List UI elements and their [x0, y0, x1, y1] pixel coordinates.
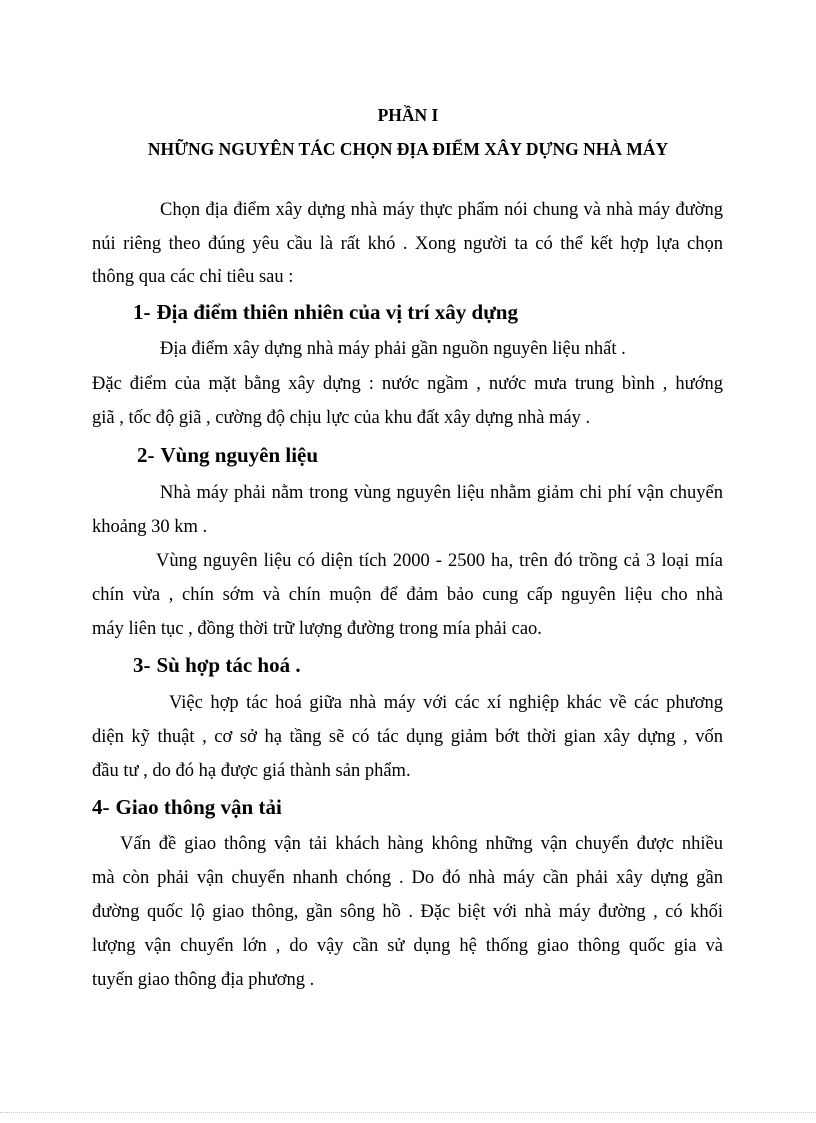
- section-1-line-3: giã , tốc độ giã , cường độ chịu lực của khu đất xây dựng nhà máy .: [92, 408, 591, 428]
- intro-line-3: thông qua các chỉ tiêu sau :: [92, 267, 294, 287]
- section-1-line-2: Đặc điểm của mặt bằng xây dựng : nước ngầm , nước mưa trung bình , hướng: [92, 374, 723, 394]
- section-heading-text: Vùng nguyên liệu: [160, 443, 319, 467]
- section-number: 3-: [133, 653, 151, 677]
- section-2-line-1: Nhà máy phải nằm trong vùng nguyên liệu nhằm giảm chi phí vận chuyển: [160, 483, 723, 503]
- section-heading-1: [133, 301, 518, 323]
- section-2-line-2: khoảng 30 km .: [92, 517, 208, 537]
- page-title: NHỮNG NGUYÊN TÁC CHỌN ĐỊA ĐIỂM XÂY DỰNG NHÀ MÁY: [147, 139, 669, 159]
- section-number: 2-: [137, 443, 155, 467]
- section-heading-text: Địa điểm thiên nhiên của vị trí xây dựng: [156, 300, 518, 324]
- section-heading-text: Giao thông vận tải: [115, 795, 282, 819]
- intro-line-2: núi riêng theo đúng yêu cầu là rất khó . Xong người ta có thể kết hợp lựa chọn: [92, 234, 723, 254]
- section-heading-4: [92, 796, 282, 818]
- section-heading-2: [137, 444, 318, 466]
- section-heading-text: Sù hợp tác hoá .: [156, 653, 301, 677]
- section-3-line-1: Việc hợp tác hoá giữa nhà máy với các xí nghiệp khác về các phương: [169, 693, 723, 713]
- section-2-line-4: chín vừa , chín sớm và chín muộn để đảm bảo cung cấp nguyên liệu cho nhà: [92, 585, 723, 605]
- section-4-line-1: Vấn đề giao thông vận tải khách hàng không những vận chuyển được nhiều: [120, 834, 723, 854]
- section-2-line-5: máy liên tục , đồng thời trữ lượng đường trong mía phải cao.: [92, 619, 542, 639]
- section-3-line-2: diện kỹ thuật , cơ sở hạ tầng sẽ có tác dụng giảm bớt thời gian xây dựng , vốn: [92, 727, 723, 747]
- section-2-line-3: Vùng nguyên liệu có diện tích 2000 - 2500 ha, trên đó trồng cả 3 loại mía: [156, 551, 723, 571]
- section-3-line-3: đầu tư , do đó hạ được giá thành sản phẩm.: [92, 761, 411, 781]
- section-number: 4-: [92, 795, 110, 819]
- section-4-line-4: lượng vận chuyển lớn , do vậy cần sử dụng hệ thống giao thông quốc gia và: [92, 936, 723, 956]
- page-bottom-divider: [0, 1112, 816, 1113]
- section-4-line-3: đường quốc lộ giao thông, gần sông hồ . Đặc biệt với nhà máy đường , có khối: [92, 902, 723, 922]
- section-4-line-5: tuyến giao thông địa phương .: [92, 970, 315, 990]
- intro-line-1: Chọn địa điểm xây dựng nhà máy thực phẩm nói chung và nhà máy đường: [160, 200, 723, 220]
- section-number: 1-: [133, 300, 151, 324]
- part-label: PHẦN I: [377, 105, 439, 125]
- section-4-line-2: mà còn phải vận chuyển nhanh chóng . Do đó nhà máy cần phải xây dựng gần: [92, 868, 723, 888]
- section-1-line-1: Địa điểm xây dựng nhà máy phải gần nguồn nguyên liệu nhất .: [160, 339, 626, 359]
- section-heading-3: [133, 654, 301, 676]
